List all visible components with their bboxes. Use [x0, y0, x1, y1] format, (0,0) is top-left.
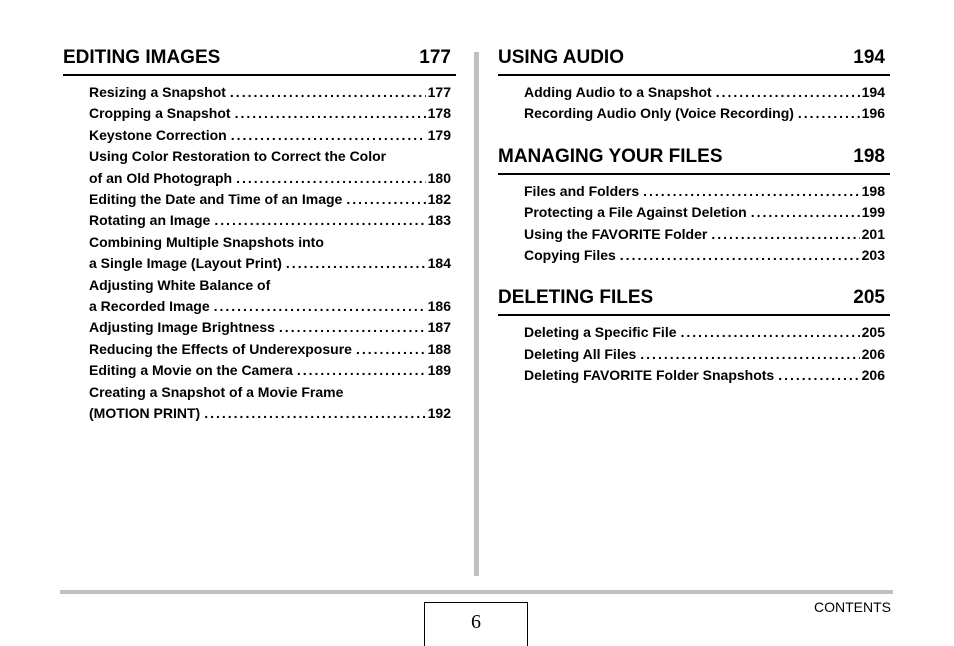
dot-leader	[235, 103, 426, 124]
toc-section	[63, 46, 456, 425]
toc-entry-page: 184	[427, 255, 451, 272]
toc-entry-page: 177	[427, 84, 451, 100]
dot-leader	[279, 317, 426, 338]
toc-entry-last-line	[89, 103, 451, 124]
toc-entry-link[interactable]	[524, 322, 885, 343]
toc-entry-page: 206	[861, 367, 885, 384]
toc-entry-page: 201	[861, 225, 885, 242]
toc-entry-link[interactable]	[89, 360, 451, 381]
toc-entry-page: 189	[427, 362, 451, 379]
toc-entry-link[interactable]	[89, 189, 451, 210]
section-page-number: 198	[853, 145, 885, 167]
dot-leader	[214, 296, 426, 317]
dot-leader	[751, 202, 860, 223]
toc-entry-link[interactable]	[524, 103, 885, 124]
toc-entry-text: Keystone Correction	[89, 126, 227, 143]
toc-entry-last-line	[524, 365, 885, 386]
toc-entry-list	[498, 175, 890, 267]
toc-entry-page: 183	[427, 212, 451, 229]
dot-leader	[711, 224, 859, 245]
toc-entry-link[interactable]	[89, 275, 451, 318]
dot-leader	[231, 125, 426, 146]
toc-entry-page: 194	[861, 84, 885, 100]
toc-entry-last-line	[89, 168, 451, 189]
toc-entry-page: 199	[861, 204, 885, 221]
dot-leader	[297, 360, 426, 381]
toc-entry-last-line	[89, 339, 451, 360]
toc-section	[498, 145, 890, 267]
toc-entry-text: Combining Multiple Snapshots into	[89, 233, 324, 250]
toc-entry-last-line	[89, 210, 451, 231]
toc-entry-text: Protecting a File Against Deletion	[524, 204, 747, 221]
toc-entry-text: Adjusting Image Brightness	[89, 319, 275, 336]
toc-entry-link[interactable]	[524, 202, 885, 223]
toc-entry-list	[498, 316, 890, 386]
column-divider	[474, 52, 479, 576]
dot-leader	[356, 339, 426, 360]
section-heading	[498, 286, 890, 316]
toc-entry-text: Files and Folders	[524, 182, 640, 199]
toc-entry-text: Copying Files	[524, 247, 616, 264]
toc-entry-text: of an Old Photograph	[89, 169, 233, 186]
footer-divider	[60, 590, 893, 594]
toc-entry-link[interactable]	[524, 365, 885, 386]
toc-entry-text: Editing a Movie on the Camera	[89, 362, 293, 379]
toc-entry-text: Adjusting White Balance of	[89, 276, 271, 293]
contents-label: CONTENTS	[814, 599, 891, 615]
toc-entry-list	[63, 76, 456, 425]
section-heading	[498, 46, 890, 76]
dot-leader	[640, 344, 859, 365]
toc-entry-link[interactable]	[89, 146, 451, 189]
toc-entry-last-line	[524, 245, 885, 266]
toc-entry-last-line	[89, 403, 451, 424]
section-title: EDITING IMAGES	[63, 47, 221, 68]
toc-entry-page: 203	[861, 247, 885, 264]
right-column	[498, 46, 890, 407]
dot-leader	[204, 403, 425, 424]
toc-entry-text: Rotating an Image	[89, 212, 211, 229]
section-title: USING AUDIO	[498, 47, 624, 68]
toc-entry-last-line	[524, 344, 885, 365]
toc-section	[498, 46, 890, 125]
toc-entry-last-line	[89, 360, 451, 381]
toc-entry-page: 187	[427, 319, 451, 336]
toc-entry-page: 188	[427, 340, 451, 357]
dot-leader	[778, 365, 859, 386]
toc-entry-text: Cropping a Snapshot	[89, 105, 231, 122]
toc-entry-text: Using Color Restoration to Correct the Color	[89, 148, 387, 165]
toc-entry-link[interactable]	[524, 181, 885, 202]
toc-entry-page: 205	[861, 324, 885, 341]
toc-entry-last-line	[89, 82, 451, 103]
section-page-number: 205	[853, 287, 885, 309]
toc-entry-link[interactable]	[89, 125, 451, 146]
toc-entry-last-line	[524, 181, 885, 202]
toc-entry-last-line	[524, 103, 885, 124]
dot-leader	[214, 210, 425, 231]
toc-entry-last-line	[524, 82, 885, 103]
toc-entry-text: Using the FAVORITE Folder	[524, 225, 708, 242]
toc-entry-text: Adding Audio to a Snapshot	[524, 84, 712, 100]
toc-entry-text: a Single Image (Layout Print)	[89, 255, 282, 272]
toc-entry-text: Deleting FAVORITE Folder Snapshots	[524, 367, 775, 384]
toc-entry-link[interactable]	[524, 344, 885, 365]
toc-entry-link[interactable]	[89, 232, 451, 275]
dot-leader	[798, 103, 860, 124]
toc-entry-link[interactable]	[89, 103, 451, 124]
toc-entry-page: 180	[427, 169, 451, 186]
toc-entry-text: Reducing the Effects of Underexposure	[89, 340, 352, 357]
toc-entry-page: 196	[861, 105, 885, 122]
dot-leader	[236, 168, 426, 189]
section-heading	[498, 145, 890, 175]
dot-leader	[716, 82, 860, 103]
toc-entry-link[interactable]	[89, 82, 451, 103]
toc-entry-link[interactable]	[89, 339, 451, 360]
toc-entry-page: 206	[861, 345, 885, 362]
toc-entry-last-line	[524, 202, 885, 223]
section-title: MANAGING YOUR FILES	[498, 145, 723, 167]
toc-entry-link[interactable]	[524, 245, 885, 266]
toc-entry-link[interactable]	[89, 382, 451, 425]
toc-entry-text: Resizing a Snapshot	[89, 84, 226, 100]
toc-entry-last-line	[524, 322, 885, 343]
dot-leader	[643, 181, 860, 202]
toc-entry-text: Editing the Date and Time of an Image	[89, 191, 343, 208]
toc-entry-link[interactable]	[89, 317, 451, 338]
toc-entry-page: 178	[427, 105, 451, 122]
toc-entry-last-line	[89, 317, 451, 338]
toc-entry-text: Creating a Snapshot of a Movie Frame	[89, 383, 344, 400]
toc-entry-text-line	[89, 275, 451, 296]
toc-entry-last-line	[89, 125, 451, 146]
toc-entry-page: 198	[861, 182, 885, 199]
toc-entry-text: Recording Audio Only (Voice Recording)	[524, 105, 794, 122]
toc-entry-text: (MOTION PRINT)	[89, 405, 201, 422]
toc-entry-link[interactable]	[524, 82, 885, 103]
toc-entry-page: 182	[427, 191, 451, 208]
toc-entry-link[interactable]	[89, 210, 451, 231]
section-title: DELETING FILES	[498, 287, 654, 309]
toc-entry-last-line	[524, 224, 885, 245]
dot-leader	[286, 253, 426, 274]
toc-entry-last-line	[89, 296, 451, 317]
toc-entry-last-line	[89, 253, 451, 274]
toc-entry-text-line	[89, 232, 451, 253]
toc-entry-link[interactable]	[524, 224, 885, 245]
section-heading	[63, 46, 456, 76]
toc-entry-last-line	[89, 189, 451, 210]
toc-entry-page: 179	[427, 126, 451, 143]
page-number: 6	[424, 602, 528, 646]
dot-leader	[230, 82, 426, 103]
toc-entry-page: 186	[427, 298, 451, 315]
toc-entry-text: a Recorded Image	[89, 298, 210, 315]
toc-entry-text: Deleting All Files	[524, 345, 637, 362]
section-page-number: 177	[419, 47, 451, 68]
toc-entry-text-line	[89, 382, 451, 403]
dot-leader	[346, 189, 425, 210]
dot-leader	[620, 245, 860, 266]
toc-entry-text: Deleting a Specific File	[524, 324, 677, 341]
dot-leader	[681, 322, 860, 343]
toc-entry-list	[498, 76, 890, 125]
left-column	[63, 46, 456, 445]
toc-entry-text-line	[89, 146, 451, 167]
toc-entry-page: 192	[427, 405, 451, 422]
section-page-number: 194	[853, 47, 885, 68]
toc-section	[498, 286, 890, 386]
